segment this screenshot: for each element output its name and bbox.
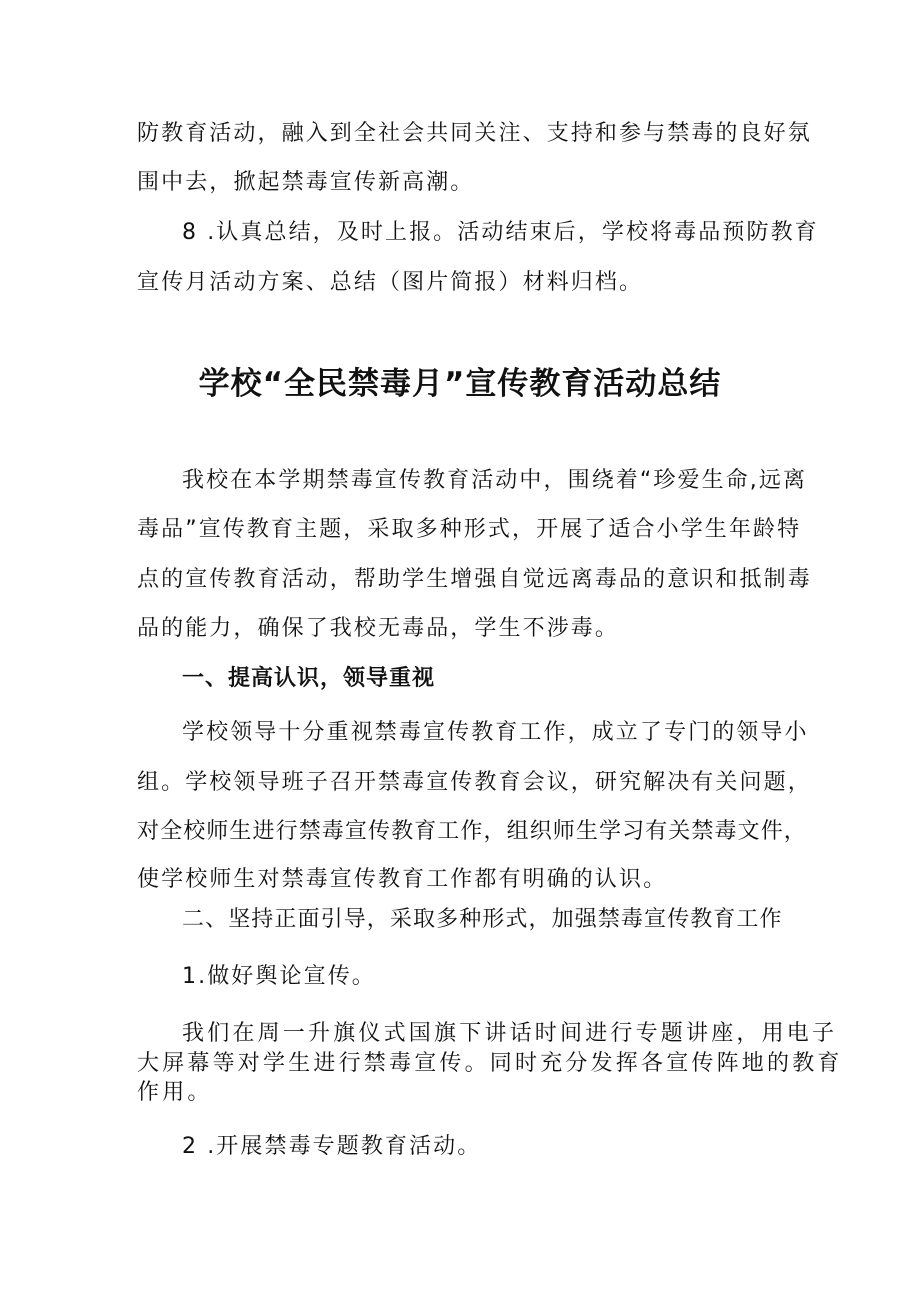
paragraph-line: 围中去，掀起禁毒宣传新高潮。 [137, 170, 475, 195]
document-title: 学校“全民禁毒月”宣传教育活动总结 [198, 366, 722, 402]
subsection-label: 2 .开展禁毒专题教育活动。 [182, 1134, 482, 1159]
section-line: 组。学校领导班子召开禁毒宣传教育会议，研究解决有关问题， [137, 770, 812, 795]
intro-line: 毒品”宣传教育主题，采取多种形式，开展了适合小学生年龄特 [137, 517, 802, 542]
intro-line: 点的宣传教育活动，帮助学生增强自觉远离毒品的意识和抵制毒 [137, 567, 812, 592]
paragraph-line: 宣传月活动方案、总结（图片简报）材料归档。 [137, 270, 644, 295]
section-line: 对全校师生进行禁毒宣传教育工作，组织师生学习有关禁毒文件， [137, 819, 807, 844]
subsection-line: 我们在周一升旗仪式国旗下讲话时间进行专题讲座，用电子 [182, 1021, 838, 1046]
subsection-line: 作用。 [137, 1080, 213, 1105]
paragraph-line: 防教育活动，融入到全社会共同关注、支持和参与禁毒的良好氛 [137, 121, 812, 146]
subsection-line: 大屏幕等对学生进行禁毒宣传。同时充分发挥各宣传阵地的教育 [137, 1051, 843, 1076]
paragraph-line: 8 .认真总结，及时上报。活动结束后，学校将毒品预防教育 [182, 220, 819, 245]
intro-line: 我校在本学期禁毒宣传教育活动中，围绕着“珍爱生命,远离 [182, 468, 808, 493]
section-line: 使学校师生对禁毒宣传教育工作都有明确的认识。 [137, 867, 668, 892]
section-heading-two: 二、坚持正面引导，采取多种形式，加强禁毒宣传教育工作 [182, 907, 783, 932]
section-line: 学校领导十分重视禁毒宣传教育工作，成立了专门的领导小 [182, 720, 809, 745]
intro-line: 品的能力，确保了我校无毒品，学生不涉毒。 [137, 616, 620, 641]
subsection-label: 1.做好舆论宣传。 [182, 964, 376, 989]
section-heading-one: 一、提高认识，领导重视 [182, 666, 436, 691]
